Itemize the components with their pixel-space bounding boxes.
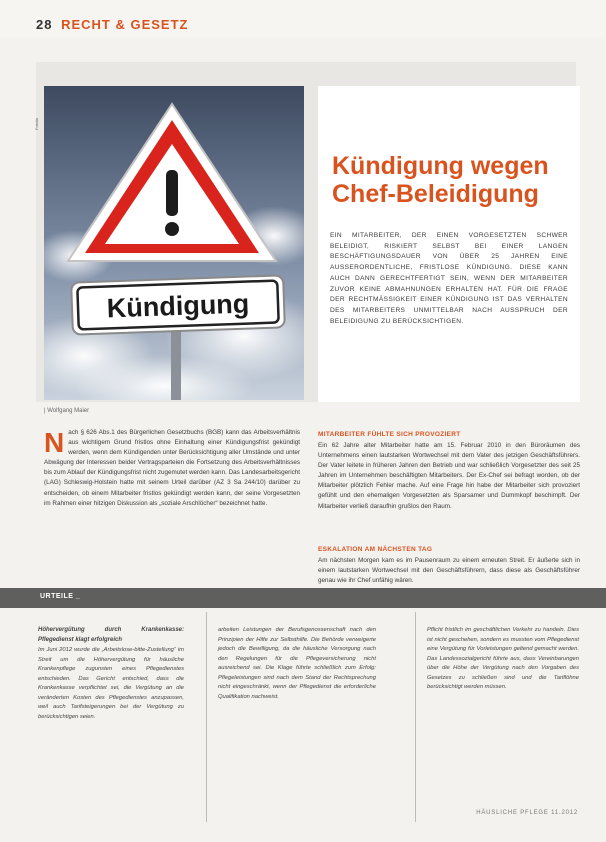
urteile-column-2: arbeiten Leistungen der Berufsgenossenschaft nach den Prinzipien der Hilfe zur Selbsthilfe. Die Behörde verweigerte jedoch die Bewilligung, da die häusliche Versorgung nach den Regelungen für die Pflegeversicherung nicht ausreichend sei. Die Klage führte schließlich zum Erfolg: Pflegeleistungen sind nach dem Stand der Rechtsprechung nicht eingeschränkt, wenn der Pflegedienst die erforderliche Qualifikation nachweist. — [218, 627, 376, 700]
urteile-heading: Höhervergütung durch Krankenkasse: Pflegedienst klagt erfolgreich — [38, 627, 184, 643]
title-line-1: Kündigung wegen — [332, 152, 549, 180]
urteile-label: URTEILE _ — [40, 593, 81, 600]
page-footer: HÄUSLICHE PFLEGE 11.2012 — [476, 810, 578, 816]
article-lead: EIN MITARBEITER, DER EINEN VORGESETZTEN SCHWER BELEIDIGT, RISKIERT SELBST BEI EINER LANGEN BESCHÄFTIGUNGSDAUER VON ÜBER 25 JAHREN EINE AUSSERORDENTLICHE, FRISTLOSE KÜNDIGUNG. DIESE KANN AUCH DANN GERECHTFERTIGT SEIN, WENN DER MITARBEITER ZUVOR KEINE ABMAHNUNGEN ERHALTEN HAT. FÜR DIE FRAGE DER RECHTMÄSSIGKEIT EINER KÜNDIGUNG IST DAS VERHALTEN DES MITARBEITERS UNMITTELBAR NACH AUSSPRUCH DER BELEIDIGUNG ZU BERÜCKSICHTIGEN. — [330, 232, 568, 325]
subheading-provoked: MITARBEITER FÜHLTE SICH PROVOZIERT — [318, 431, 461, 438]
page-header — [36, 17, 189, 32]
subheading-escalation: ESKALATION AM NÄCHSTEN TAG — [318, 546, 433, 553]
body-text-1: ach § 626 Abs.1 des Bürgerlichen Gesetzbuchs (BGB) kann das Arbeitsverhältnis aus wichtigem Grund fristlos ohne Einhaltung einer Kündigungsfrist gekündigt werden, wenn dem Kündigenden unter Berücksichtigung aller Umstände und unter Abwägung der Interessen beider Vertragsparteien die Fortsetzung des Arbeitsverhältnisses bis zum Ablauf der Kündigungsfrist nicht zugemutet werden kann. Das Landesarbeitsgericht (LAG) Schleswig-Holstein hatte mit seinem Urteil darüber (AZ 3 Sa 244/10) darüber zu entscheiden, ob einem Mitarbeiter fristlos gekündigt werden kann, der seine Vorgesetzten im Rahmen einer hitzigen Diskussion als „soziale Arschlöcher“ bezeichnet hatte. — [44, 429, 300, 507]
section-title: RECHT & GESETZ — [61, 17, 189, 32]
urteile-column-3: Pflicht fristlich im geschäftlichen Verkehr zu handeln. Dies ist nicht geschehen, sondern es mussten vom Pflegedienst eine Vergütung für Vorleistungen geltend gemacht werden. Das Landessozialgericht führte aus, dass Vereinbarungen über die Höhe der Vergütung nach den Vorgaben des Gesetzes zu schließen sind und die Tariflöhne berücksichtigt werden müssen. — [427, 627, 579, 690]
body-column-3: Am nächsten Morgen kam es im Pausenraum zu einem erneuten Streit. Er äußerte sich in einem lautstarken Wortwechsel mit den Geschäftsführern, dass diese als Geschäftsführer genau wie ihr Chef unfähig wären. — [318, 557, 580, 585]
body-column-1 — [44, 428, 300, 509]
article-title — [332, 152, 572, 208]
urteile-text-1: Im Juni 2012 wurde die „Arbeitslose-bitte-Zustellung“ im Streit um die Höhervergütung für häusliche Krankenpflege zugunsten eines Pflegedienstes entschieden. Das Gericht entschied, dass die Krankenkasse verpflichtet sei, die Vergütung an die veränderten Kosten des Pflegedienstes anzupassen, weil auch Tarifsteigerungen bei der Vergütung zu berücksichtigen seien. — [38, 647, 184, 720]
hero-photo — [44, 86, 304, 400]
title-line-2: Chef-Beleidigung — [332, 180, 539, 208]
urteile-column-1 — [38, 626, 184, 722]
photo-credit: Fotolia — [34, 117, 39, 130]
sign-text: Kündigung — [106, 288, 250, 324]
column-divider — [415, 612, 416, 822]
dropcap: N — [44, 427, 65, 458]
urteile-bar — [0, 588, 606, 608]
page-number: 28 — [36, 17, 53, 32]
column-divider — [206, 612, 207, 822]
article-author: | Wolfgang Maier — [44, 408, 90, 414]
body-column-2: Ein 62 Jahre alter Mitarbeiter hatte am 15. Februar 2010 in den Büroräumen des Unternehmens einen lautstarken Wortwechsel mit dem Vater des jetzigen Geschäftsführers. Der Vater leitete in früheren Jahren den Betrieb und war schließlich Vorgesetzter des seit 25 Jahren im Unternehmen beschäftigten Mitarbeiters. Der Ex-Chef sei befragt worden, ob der Mitarbeiter plötzlich Fehler mache. Auf eine Frage hin habe der Mitarbeiter sich provoziert gefühlt und den ehemaligen Vorgesetzten als Sparsamer und Dummkopf beschimpft. Der Mitarbeiter verließ daraufhin grußlos den Raum. — [318, 442, 580, 510]
